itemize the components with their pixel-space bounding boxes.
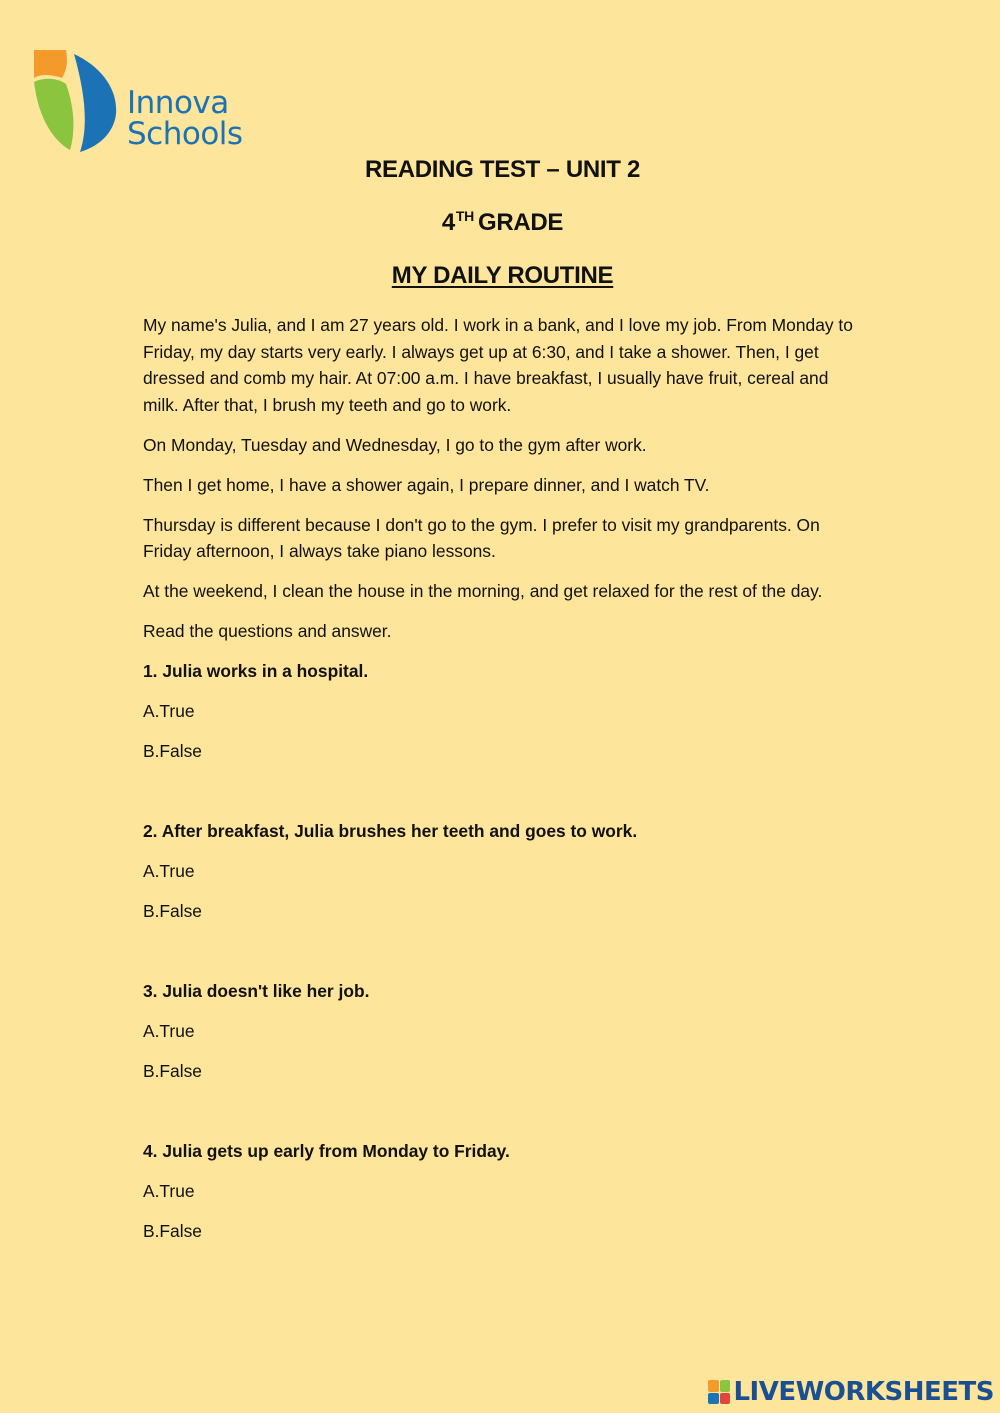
question-4-option-a[interactable]: A.True	[143, 1181, 195, 1201]
reading-paragraph: Thursday is different because I don't go to the gym. I prefer to visit my grandparents. On Friday afternoon, I always take piano lessons.	[143, 514, 820, 561]
reading-paragraph: Then I get home, I have a shower again, I prepare dinner, and I watch TV.	[143, 474, 710, 495]
question-3-option-b[interactable]: B.False	[143, 1061, 202, 1081]
question-3-option-a[interactable]: A.True	[143, 1021, 195, 1041]
question-1-option-b[interactable]: B.False	[143, 741, 202, 761]
question-2: 2. After breakfast, Julia brushes her teeth and goes to work.	[143, 821, 638, 841]
logo-line-2: Schools	[127, 116, 243, 152]
page-title: READING TEST – UNIT 2	[364, 156, 641, 183]
grade-heading	[0, 208, 1000, 237]
worksheet-content	[143, 312, 863, 1258]
reading-subtitle: MY DAILY ROUTINE	[391, 262, 614, 289]
logo-wordmark	[127, 85, 243, 152]
liveworksheets-brand[interactable]	[708, 1377, 994, 1407]
question-4-option-b[interactable]: B.False	[143, 1221, 202, 1241]
liveworksheets-logo-icon	[708, 1380, 730, 1404]
question-1-option-a[interactable]: A.True	[143, 701, 195, 721]
grade-word: GRADE	[477, 209, 564, 236]
reading-paragraph: At the weekend, I clean the house in the morning, and get relaxed for the rest of the day.	[143, 581, 823, 601]
innova-leaf-icon	[30, 44, 122, 154]
spacer	[143, 938, 863, 978]
question-4: 4. Julia gets up early from Monday to Friday.	[143, 1141, 510, 1161]
grade-suffix: TH	[455, 208, 474, 224]
question-1: 1. Julia works in a hospital.	[143, 661, 369, 681]
liveworksheets-wordmark: LIVEWORKSHEETS	[733, 1377, 994, 1407]
reading-paragraph: My name's Julia, and I am 27 years old. I work in a bank, and I love my job. From Monday to Friday, my day starts very early. I always get up at 6:30, and I take a shower. Then, I get dressed and comb my hair. At 07:00 a.m. I have breakfast, I usually have fruit, cereal and milk. After that, I brush my teeth and go to work.	[143, 315, 853, 415]
question-3: 3. Julia doesn't like her job.	[143, 981, 370, 1001]
instruction-text: Read the questions and answer.	[143, 621, 392, 641]
spacer	[143, 1098, 863, 1138]
question-2-option-a[interactable]: A.True	[143, 861, 195, 881]
reading-paragraph: On Monday, Tuesday and Wednesday, I go to the gym after work.	[143, 434, 647, 455]
question-2-option-b[interactable]: B.False	[143, 901, 202, 921]
logo-line-1: Innova	[127, 85, 229, 121]
grade-number: 4	[441, 209, 455, 236]
spacer	[143, 778, 863, 818]
innova-schools-logo	[30, 44, 270, 156]
